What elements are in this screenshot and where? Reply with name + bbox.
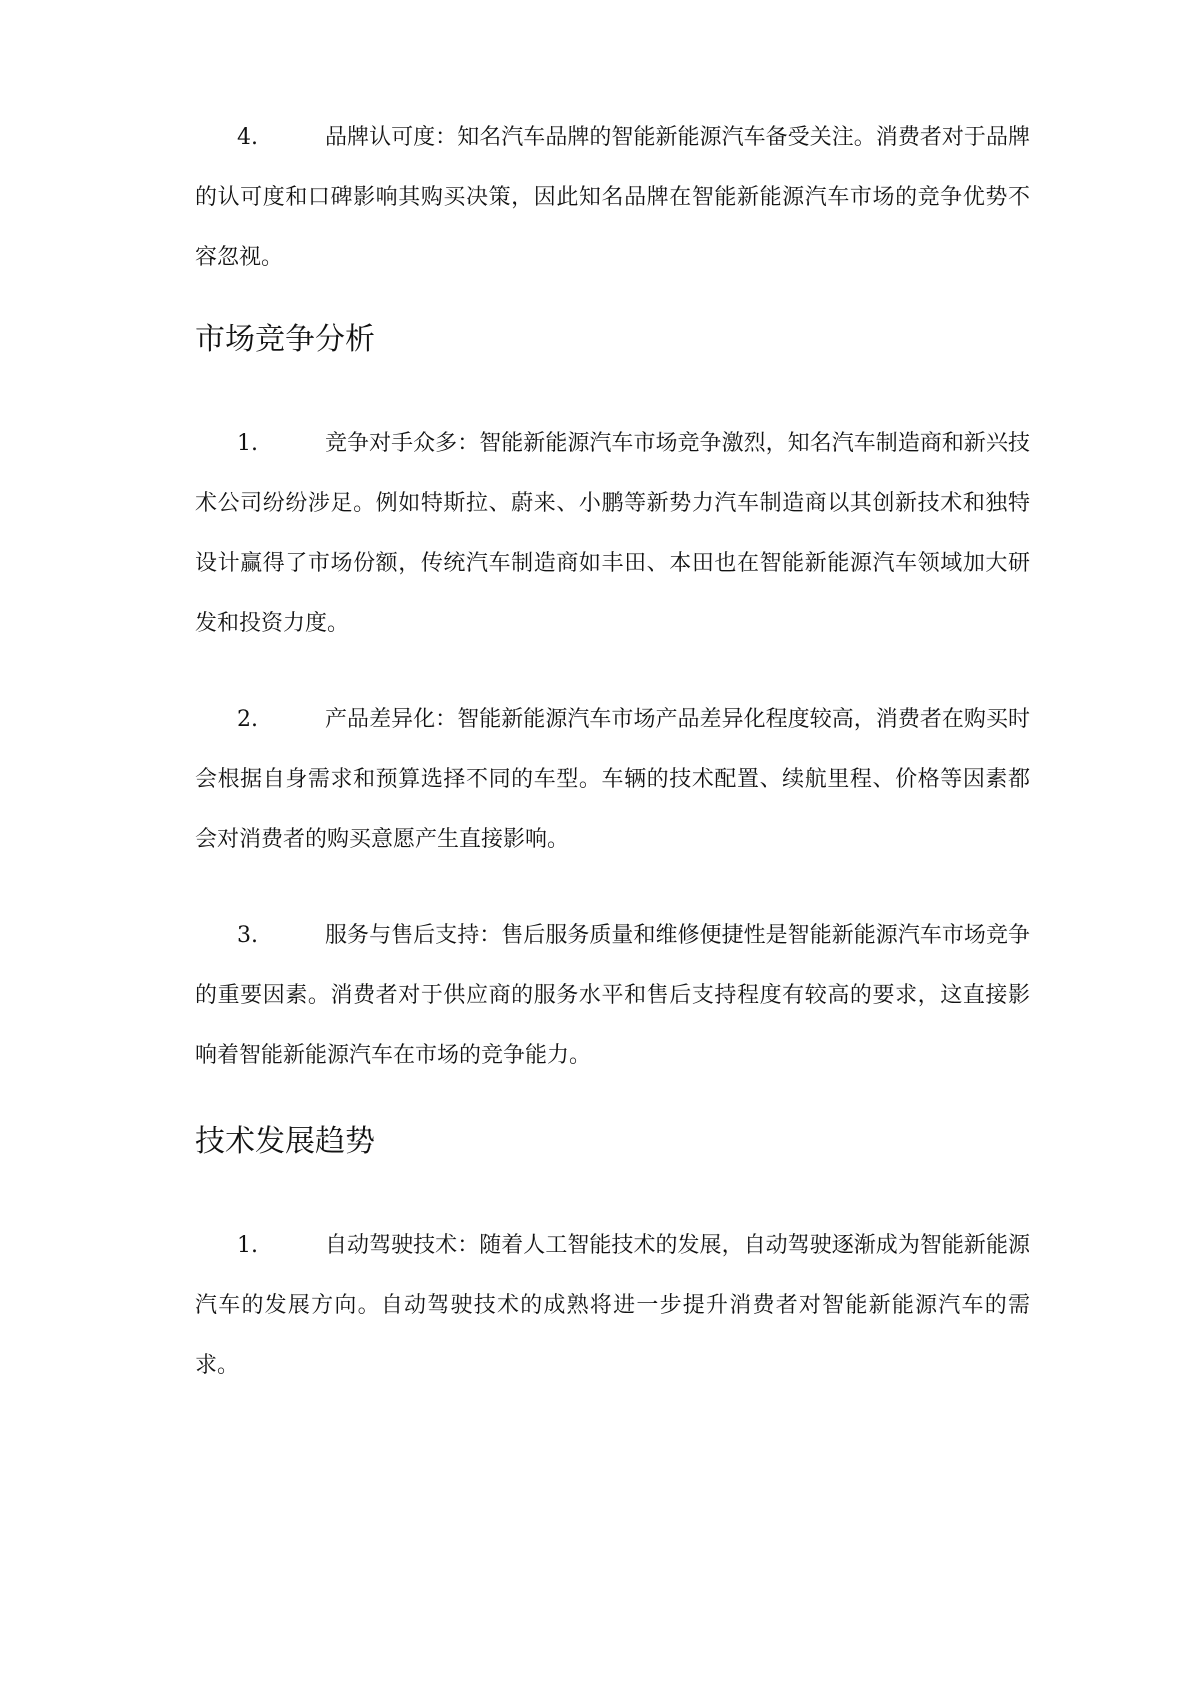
list-item-text: 竞争对手众多：智能新能源汽车市场竞争激烈，知名汽车制造商和新兴技术公司纷纷涉足。例如特斯拉、蔚来、小鹏等新势力汽车制造商以其创新技术和独特设计赢得了市场份额，传统汽车制造商如丰田、本田也在智能新能源汽车领域加大研发和投资力度。	[195, 431, 1030, 636]
section-heading-tech-trends: 技术发展趋势	[195, 1124, 375, 1159]
list-item-competitors	[195, 414, 1030, 654]
section-heading-market-competition: 市场竞争分析	[195, 322, 375, 357]
list-item-product-differentiation	[195, 690, 1030, 870]
list-item-text: 服务与售后支持：售后服务质量和维修便捷性是智能新能源汽车市场竞争的重要因素。消费者对于供应商的服务水平和售后支持程度有较高的要求，这直接影响着智能新能源汽车在市场的竞争能力。	[195, 923, 1030, 1068]
list-item-text: 自动驾驶技术：随着人工智能技术的发展，自动驾驶逐渐成为智能新能源汽车的发展方向。自动驾驶技术的成熟将进一步提升消费者对智能新能源汽车的需求。	[195, 1233, 1030, 1378]
list-item-text: 产品差异化：智能新能源汽车市场产品差异化程度较高，消费者在购买时会根据自身需求和预算选择不同的车型。车辆的技术配置、续航里程、价格等因素都会对消费者的购买意愿产生直接影响。	[195, 707, 1030, 852]
list-item-number: 1.	[237, 431, 258, 456]
list-item-text: 品牌认可度：知名汽车品牌的智能新能源汽车备受关注。消费者对于品牌的认可度和口碑影响其购买决策，因此知名品牌在智能新能源汽车市场的竞争优势不容忽视。	[195, 125, 1030, 270]
list-item-number: 4.	[237, 125, 258, 150]
list-item-autonomous-driving	[195, 1216, 1030, 1396]
list-item-number: 1.	[237, 1233, 258, 1258]
list-item-number: 3.	[237, 923, 258, 948]
list-item-number: 2.	[237, 707, 258, 732]
list-item-brand-recognition	[195, 108, 1030, 288]
list-item-service-support	[195, 906, 1030, 1086]
page-content	[195, 108, 1030, 1396]
